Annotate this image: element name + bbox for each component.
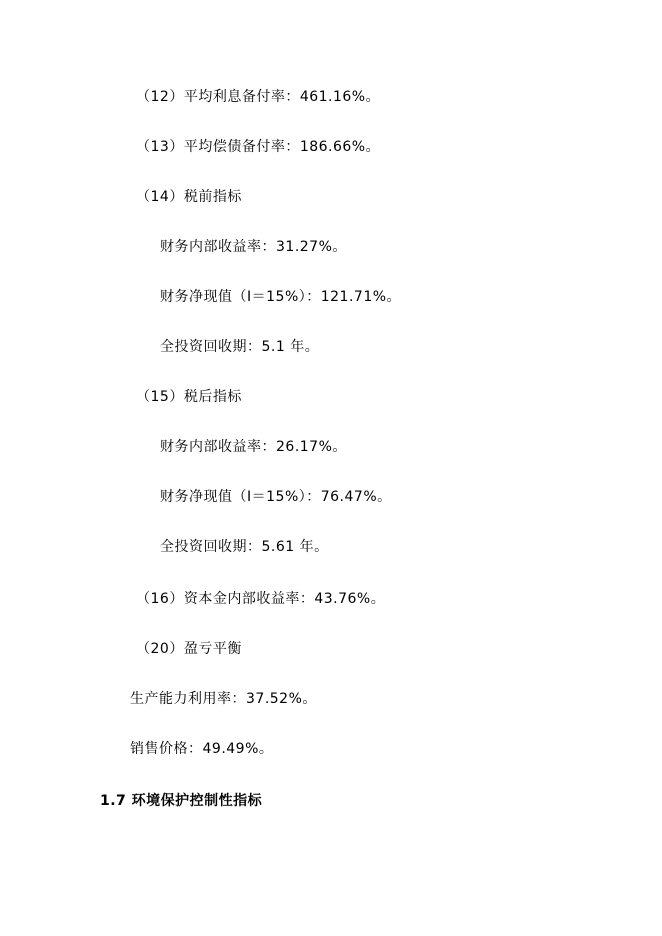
- posttax-payback-period: 全投资回收期：5.61 年。: [160, 539, 329, 555]
- pretax-irr: 财务内部收益率：31.27%。: [160, 239, 347, 255]
- posttax-npv: 财务净现值（I＝15%）：76.47%。: [160, 489, 392, 505]
- pretax-npv: 财务净现值（I＝15%）：121.71%。: [160, 289, 402, 305]
- pretax-payback-period: 全投资回收期：5.1 年。: [160, 339, 320, 355]
- pretax-indicators-heading: （14）税前指标: [136, 189, 242, 205]
- equity-irr: （16）资本金内部收益率：43.76%。: [136, 591, 386, 607]
- avg-interest-coverage-ratio: （12）平均利息备付率：461.16%。: [136, 89, 381, 105]
- avg-debt-service-coverage-ratio: （13）平均偿债备付率：186.66%。: [136, 139, 381, 155]
- section-heading: 1.7 环境保护控制性指标: [100, 793, 263, 809]
- break-even-heading: （20）盈亏平衡: [136, 641, 242, 657]
- posttax-irr: 财务内部收益率：26.17%。: [160, 439, 347, 455]
- capacity-utilization-rate: 生产能力利用率：37.52%。: [130, 691, 317, 707]
- posttax-indicators-heading: （15）税后指标: [136, 389, 242, 405]
- sales-price-break-even: 销售价格：49.49%。: [130, 741, 274, 757]
